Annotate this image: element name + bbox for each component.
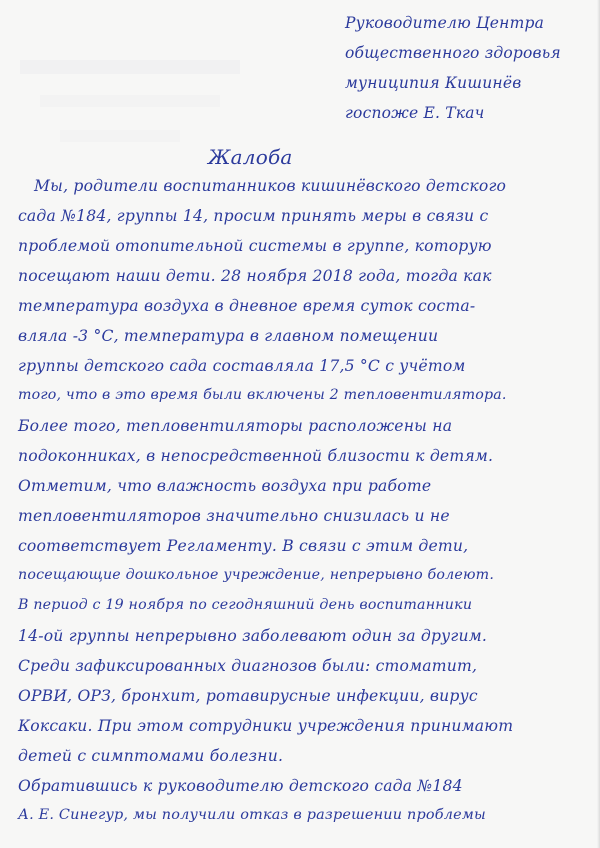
body-line: подоконниках, в непосредственной близости к детям. bbox=[18, 447, 494, 465]
body-line: сада №184, группы 14, просим принять меры в связи с bbox=[18, 207, 489, 225]
bleed-through bbox=[40, 95, 220, 107]
bleed-through bbox=[60, 130, 180, 142]
body-line: посещающие дошкольное учреждение, непрерывно болеют. bbox=[18, 567, 495, 583]
document-title: Жалоба bbox=[208, 145, 293, 169]
body-line: 14-ой группы непрерывно заболевают один за другим. bbox=[18, 627, 488, 645]
body-line: детей с симптомами болезни. bbox=[18, 747, 284, 765]
body-line: группы детского сада составляла 17,5 °С с учётом bbox=[18, 357, 466, 375]
addressee-line-1: Руководителю Центра bbox=[345, 14, 545, 32]
body-line: посещают наши дети. 28 ноября 2018 года, тогда как bbox=[18, 267, 492, 285]
body-line: Отметим, что влажность воздуха при работе bbox=[18, 477, 432, 495]
bleed-through bbox=[20, 60, 240, 74]
body-line: Среди зафиксированных диагнозов были: стоматит, bbox=[18, 657, 478, 675]
body-line: Более того, тепловентиляторы расположены на bbox=[18, 417, 453, 435]
body-line: тепловентиляторов значительно снизилась и не bbox=[18, 507, 450, 525]
body-line: А. Е. Синегур, мы получили отказ в разрешении проблемы bbox=[18, 807, 486, 823]
body-line: того, что в это время были включены 2 тепловентилятора. bbox=[18, 387, 507, 403]
addressee-line-4: госпоже Е. Ткач bbox=[345, 104, 485, 122]
body-line: вляла -3 °С, температура в главном помещении bbox=[18, 327, 439, 345]
body-line: ОРВИ, ОРЗ, бронхит, ротавирусные инфекции, вирус bbox=[18, 687, 478, 705]
body-line: Мы, родители воспитанников кишинёвского детского bbox=[34, 177, 507, 195]
body-line: Обратившись к руководителю детского сада №184 bbox=[18, 777, 463, 795]
body-line: проблемой отопительной системы в группе, которую bbox=[18, 237, 492, 255]
body-line: температура воздуха в дневное время суток соста- bbox=[18, 297, 476, 315]
body-line: В период с 19 ноября по сегодняшний день воспитанники bbox=[18, 597, 473, 613]
addressee-line-3: муниципия Кишинёв bbox=[345, 74, 522, 92]
body-line: соответствует Регламенту. В связи с этим дети, bbox=[18, 537, 469, 555]
addressee-line-2: общественного здоровья bbox=[345, 44, 561, 62]
body-line: Коксаки. При этом сотрудники учреждения принимают bbox=[18, 717, 514, 735]
